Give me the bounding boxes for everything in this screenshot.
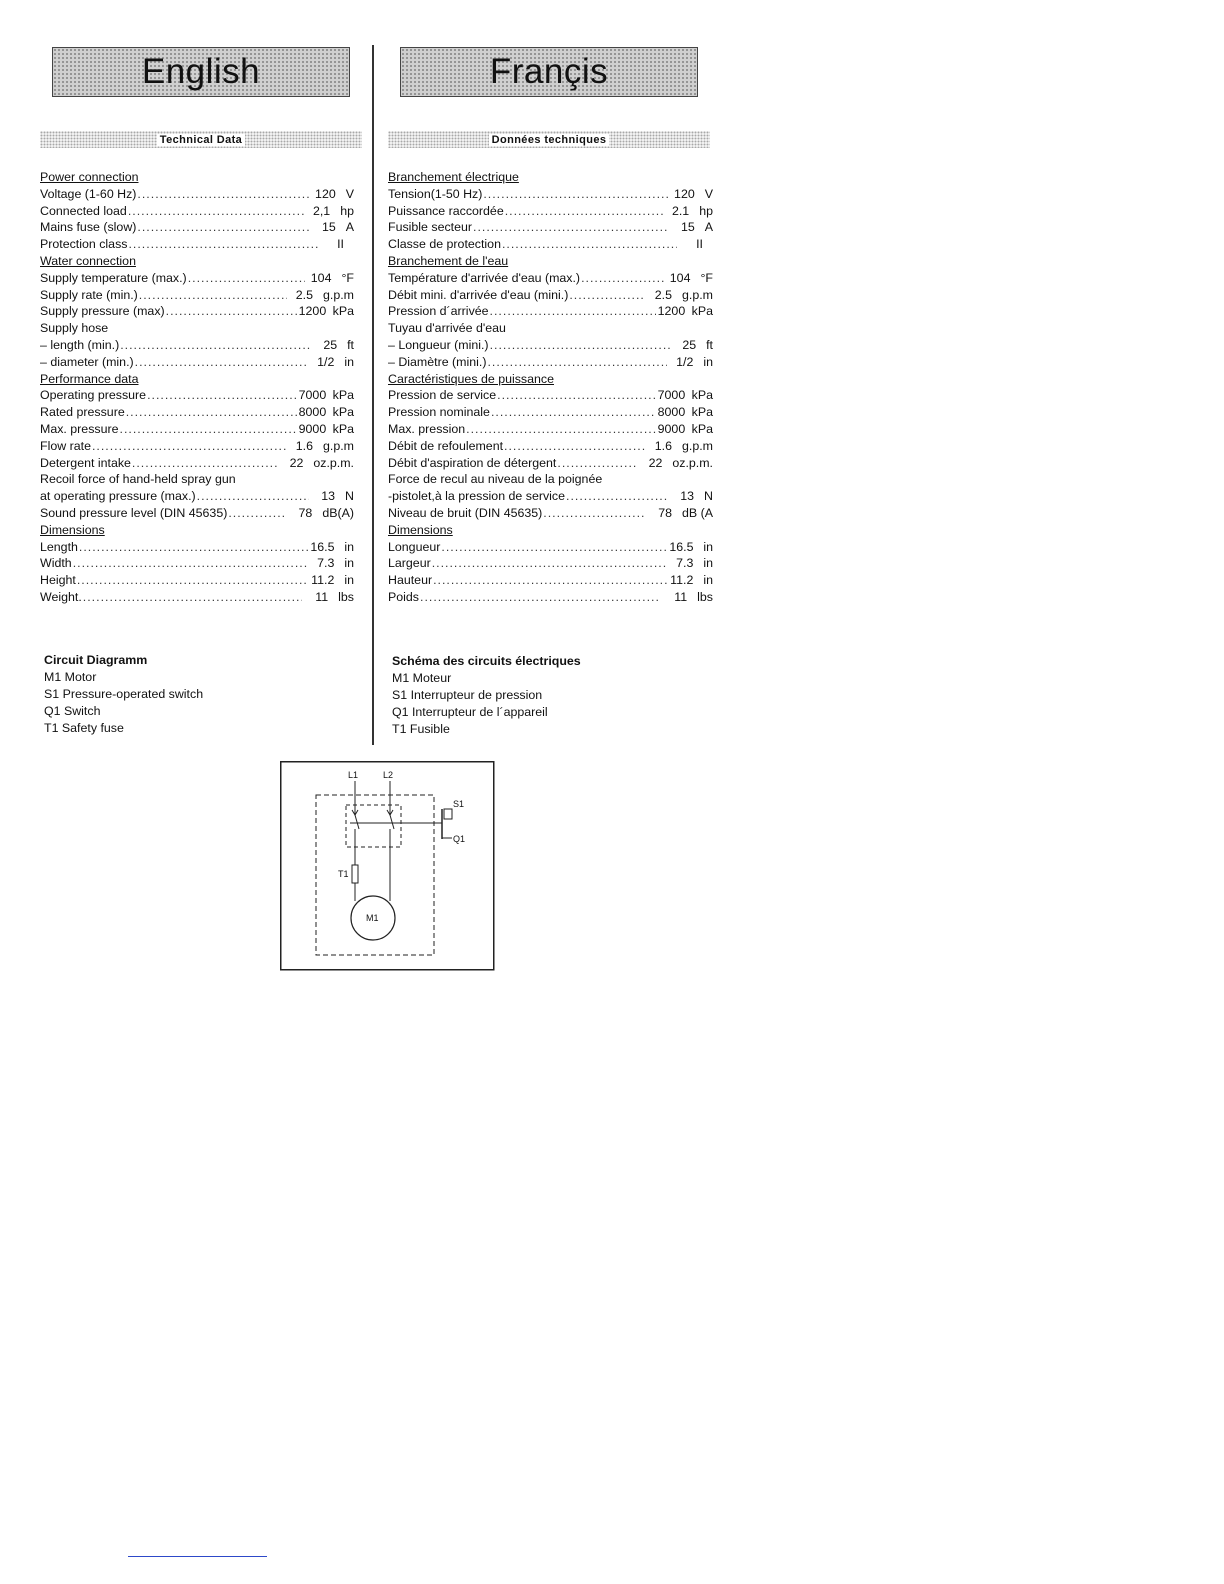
dot-leader [501, 236, 677, 253]
dot-leader [125, 404, 297, 421]
spec-label: Rated pressure [40, 405, 125, 420]
spec-unit: in [703, 354, 713, 369]
dot-leader [431, 555, 668, 572]
dot-leader [489, 337, 671, 354]
spec-value: 1/2 [676, 354, 694, 369]
caracteristiques-rows [388, 387, 713, 471]
dimensions-heading: Dimensions [40, 522, 105, 537]
enclosure-outline [316, 795, 434, 955]
spec-value: 13 [680, 489, 695, 504]
spec-value: 16.5 [310, 539, 335, 554]
spec-row [40, 337, 354, 354]
spec-unit: hp [340, 203, 354, 218]
dimensions-fr-rows [388, 539, 713, 606]
dot-leader [138, 287, 287, 304]
spec-label: Débit mini. d'arrivée d'eau (mini.) [388, 287, 569, 302]
dot-leader [196, 488, 309, 505]
technical-data-banner [40, 131, 362, 148]
dot-leader [482, 186, 668, 203]
dimensions-rows [40, 539, 354, 606]
spec-unit: °F [700, 270, 713, 285]
dot-leader [440, 539, 667, 556]
tuyau-label: Tuyau d'arrivée d'eau [388, 321, 506, 336]
footer-rule [128, 1556, 267, 1557]
spec-unit: in [344, 556, 354, 571]
spec-value: 2.1 [671, 203, 690, 218]
pressure-switch-symbol [444, 809, 452, 819]
spec-row [40, 236, 354, 253]
spec-label: at operating pressure (max.) [40, 489, 196, 504]
spec-unit: ft [706, 337, 713, 352]
performance-heading: Performance data [40, 371, 139, 386]
spec-value: 11.2 [311, 573, 335, 588]
spec-unit: g.p.m [323, 438, 354, 453]
power-connection-heading: Power connection [40, 170, 139, 184]
spec-value: 1.6 [295, 438, 313, 453]
french-title: Françis [489, 52, 609, 91]
english-spec-list [40, 169, 354, 606]
performance-tail-rows [40, 488, 354, 522]
spec-row [388, 421, 713, 438]
spec-unit: N [345, 489, 354, 504]
spec-row [388, 488, 713, 505]
donnees-techniques-title: Données techniques [489, 134, 610, 146]
spec-value: 22 [648, 455, 663, 470]
spec-row [40, 589, 354, 606]
dot-leader [504, 203, 663, 220]
spec-value: 13 [321, 489, 336, 504]
spec-label: Detergent intake [40, 455, 131, 470]
spec-row [388, 270, 713, 287]
spec-unit: hp [699, 203, 713, 218]
spec-row [40, 219, 354, 236]
legend-item: M1 Moteur [392, 670, 452, 685]
legend-item: S1 Interrupteur de pression [392, 687, 543, 702]
dot-leader [503, 438, 646, 455]
legend-item: T1 Safety fuse [44, 720, 124, 735]
dot-leader [119, 421, 297, 438]
dot-leader [131, 455, 277, 472]
spec-row [388, 354, 713, 371]
spec-label: Supply pressure (max) [40, 304, 165, 319]
legend-item: S1 Pressure-operated switch [44, 686, 204, 701]
dot-leader [489, 303, 656, 320]
spec-row [40, 270, 354, 287]
spec-label: Fusible secteur [388, 220, 473, 235]
spec-label: Protection class [40, 237, 128, 252]
spec-unit: g.p.m [323, 287, 354, 302]
spec-label: Width [40, 556, 72, 571]
spec-label: Hauteur [388, 573, 433, 588]
english-circuit-legend [44, 652, 203, 737]
spec-value: 78 [298, 505, 313, 520]
spec-unit: kPa [691, 421, 713, 436]
spec-label: Température d'arrivée d'eau (max.) [388, 270, 581, 285]
spec-value: 7.3 [317, 556, 335, 571]
dot-leader [146, 387, 297, 404]
spec-value: 11 [674, 589, 688, 604]
spec-row [40, 505, 354, 522]
dot-leader [496, 387, 656, 404]
spec-value: II [337, 237, 344, 252]
branchement-electrique-heading: Branchement électrique [388, 170, 519, 184]
diagram-frame [281, 762, 494, 970]
dot-leader [432, 572, 667, 589]
dot-leader [542, 505, 646, 522]
spec-label: – Longueur (mini.) [388, 337, 489, 352]
tuyau-rows [388, 337, 713, 371]
spec-label: Max. pressure [40, 421, 119, 436]
spec-row [40, 203, 354, 220]
spec-value: 120 [674, 186, 695, 201]
spec-value: 15 [680, 220, 695, 235]
force-recul-label: Force de recul au niveau de la poignée [388, 472, 603, 487]
spec-value: 16.5 [669, 539, 694, 554]
spec-row [388, 589, 713, 606]
spec-row [388, 186, 713, 203]
spec-row [388, 287, 713, 304]
water-connection-heading: Water connection [40, 253, 136, 268]
spec-row [40, 287, 354, 304]
spec-label: Longueur [388, 539, 441, 554]
spec-row [388, 337, 713, 354]
dot-leader [165, 303, 297, 320]
spec-unit: ft [347, 337, 354, 352]
english-title: English [141, 52, 261, 91]
spec-label: Débit d'aspiration de détergent [388, 455, 557, 470]
spec-label: Supply rate (min.) [40, 287, 138, 302]
spec-row [40, 404, 354, 421]
spec-value: 9000 [657, 421, 686, 436]
spec-label: Length [40, 539, 78, 554]
label-l1: L1 [348, 770, 359, 780]
spec-unit: A [345, 220, 354, 235]
spec-unit: in [344, 573, 354, 588]
spec-value: 7000 [657, 388, 686, 403]
spec-row [40, 186, 354, 203]
spec-unit: kPa [332, 304, 354, 319]
spec-unit: V [704, 186, 713, 201]
spec-value: 8000 [298, 405, 327, 420]
dimensions-fr-heading: Dimensions [388, 522, 453, 537]
spec-unit: kPa [332, 405, 354, 420]
spec-label: Flow rate [40, 438, 91, 453]
french-title-box [400, 47, 698, 97]
spec-label: Weight. [40, 589, 82, 604]
spec-unit: in [703, 556, 713, 571]
spec-unit: lbs [338, 589, 354, 604]
spec-label: – Diamètre (mini.) [388, 354, 487, 369]
spec-value: 78 [658, 505, 672, 520]
label-m1: M1 [366, 913, 379, 923]
spec-label: – diameter (min.) [40, 354, 134, 369]
label-l2: L2 [383, 770, 394, 780]
spec-unit: lbs [697, 589, 713, 604]
spec-unit: oz.p.m. [672, 455, 713, 470]
spec-row [388, 387, 713, 404]
dot-leader [136, 219, 309, 236]
spec-value: 2.5 [295, 287, 313, 302]
dot-leader [187, 270, 306, 287]
performance-rows [40, 387, 354, 471]
spec-unit: kPa [332, 421, 354, 436]
circuit-diagram [280, 761, 495, 971]
dot-leader [568, 287, 646, 304]
spec-label: Supply temperature (max.) [40, 270, 187, 285]
dot-leader [490, 404, 656, 421]
spec-label: Mains fuse (slow) [40, 220, 137, 235]
spec-label: Connected load [40, 203, 127, 218]
spec-row [388, 555, 713, 572]
spec-label: – length (min.) [40, 337, 120, 352]
power-connection-rows [40, 186, 354, 253]
dot-leader [565, 488, 668, 505]
spec-unit: g.p.m [682, 287, 713, 302]
spec-unit: N [704, 489, 713, 504]
switch-contact-1 [355, 815, 359, 829]
spec-row [40, 455, 354, 472]
spec-value: 15 [321, 220, 336, 235]
spec-value: 7000 [298, 388, 327, 403]
spec-row [388, 539, 713, 556]
dot-leader [556, 455, 636, 472]
spec-label: Tension(1-50 Hz) [388, 186, 483, 201]
dot-leader [419, 589, 661, 606]
spec-unit: in [344, 354, 354, 369]
french-spec-list [388, 169, 713, 606]
spec-row [388, 404, 713, 421]
branchement-electrique-rows [388, 186, 713, 253]
dot-leader [227, 505, 286, 522]
spec-unit: kPa [332, 388, 354, 403]
spec-value: 11.2 [670, 573, 694, 588]
dot-leader [465, 421, 656, 438]
spec-row [388, 219, 713, 236]
technical-data-title: Technical Data [157, 134, 245, 146]
switch-contact-2 [390, 815, 394, 829]
spec-label: Height [40, 573, 76, 588]
spec-row [40, 387, 354, 404]
spec-row [388, 455, 713, 472]
spec-label: Largeur [388, 556, 431, 571]
spec-value: II [696, 237, 703, 252]
dot-leader [76, 572, 309, 589]
recoil-force-label: Recoil force of hand-held spray gun [40, 472, 236, 487]
spec-value: 2,1 [312, 203, 331, 218]
dot-leader [472, 219, 669, 236]
label-s1: S1 [453, 799, 465, 809]
spec-label: Niveau de bruit (DIN 45635) [388, 505, 543, 520]
spec-unit: dB(A) [322, 505, 354, 520]
spec-unit: in [703, 539, 713, 554]
spec-value: 7.3 [676, 556, 694, 571]
spec-value: 1/2 [317, 354, 335, 369]
spec-value: 25 [682, 337, 697, 352]
spec-unit: °F [341, 270, 354, 285]
spec-value: 1200 [657, 304, 686, 319]
legend-item: Q1 Interrupteur de l´appareil [392, 704, 548, 719]
spec-row [388, 236, 713, 253]
spec-unit: oz.p.m. [313, 455, 354, 470]
spec-value: 104 [669, 270, 691, 285]
spec-value: 9000 [298, 421, 327, 436]
spec-value: 104 [310, 270, 332, 285]
schema-legend-title: Schéma des circuits électriques [392, 654, 581, 668]
dot-leader [127, 203, 304, 220]
dot-leader [134, 354, 309, 371]
spec-unit: V [345, 186, 354, 201]
fuse-symbol [352, 865, 358, 883]
dot-leader [78, 539, 308, 556]
spec-value: 120 [315, 186, 336, 201]
spec-label: Débit de refoulement [388, 438, 504, 453]
label-t1: T1 [338, 869, 349, 879]
spec-unit: g.p.m [682, 438, 713, 453]
spec-label: Pression nominale [388, 405, 490, 420]
spec-row [388, 303, 713, 320]
circuit-diagram-svg [280, 761, 495, 971]
water-connection-rows [40, 270, 354, 320]
label-q1: Q1 [453, 834, 466, 844]
spec-value: 22 [289, 455, 304, 470]
spec-unit: A [704, 220, 713, 235]
spec-unit: in [344, 539, 354, 554]
spec-unit: kPa [691, 304, 713, 319]
spec-row [40, 303, 354, 320]
donnees-techniques-banner [388, 131, 710, 148]
dot-leader [136, 186, 309, 203]
dot-leader [127, 236, 318, 253]
branchement-eau-heading: Branchement de l'eau [388, 253, 509, 268]
french-circuit-legend [392, 653, 581, 738]
legend-item: M1 Motor [44, 669, 97, 684]
dot-leader [119, 337, 311, 354]
spec-row [388, 203, 713, 220]
spec-label: Classe de protection [388, 237, 501, 252]
spec-row [388, 505, 713, 522]
caracteristiques-tail-rows [388, 488, 713, 522]
spec-label: Voltage (1-60 Hz) [40, 186, 137, 201]
spec-value: 25 [323, 337, 338, 352]
spec-unit: dB (A [682, 505, 713, 520]
spec-label: Pression d´arrivée [388, 304, 489, 319]
dot-leader [91, 438, 287, 455]
spec-label: Sound pressure level (DIN 45635) [40, 505, 228, 520]
branchement-eau-rows [388, 270, 713, 320]
spec-row [40, 438, 354, 455]
spec-label: -pistolet,à la pression de service [388, 489, 565, 504]
dot-leader [580, 270, 664, 287]
spec-row [40, 421, 354, 438]
spec-row [388, 572, 713, 589]
spec-unit: kPa [691, 405, 713, 420]
supply-hose-label: Supply hose [40, 321, 109, 336]
spec-row [40, 555, 354, 572]
spec-row [40, 488, 354, 505]
spec-value: 8000 [657, 405, 686, 420]
dot-leader [82, 589, 302, 606]
spec-label: Operating pressure [40, 388, 147, 403]
dot-leader [72, 555, 309, 572]
spec-value: 1.6 [654, 438, 672, 453]
supply-hose-rows [40, 337, 354, 371]
spec-label: Puissance raccordée [388, 203, 504, 218]
caracteristiques-heading: Caractéristiques de puissance [388, 371, 554, 386]
spec-unit: in [703, 573, 713, 588]
spec-label: Pression de service [388, 388, 497, 403]
dot-leader [486, 354, 667, 371]
spec-row [40, 539, 354, 556]
spec-value: 11 [315, 589, 329, 604]
spec-value: 1200 [298, 304, 327, 319]
spec-row [40, 354, 354, 371]
spec-value: 2.5 [654, 287, 672, 302]
spec-row [40, 572, 354, 589]
spec-row [388, 438, 713, 455]
circuit-legend-title: Circuit Diagramm [44, 653, 148, 667]
legend-item: Q1 Switch [44, 703, 101, 718]
spec-label: Max. pression [388, 421, 466, 436]
column-divider [372, 45, 374, 745]
english-title-box [52, 47, 350, 97]
spec-label: Poids [388, 589, 419, 604]
spec-unit: kPa [691, 388, 713, 403]
legend-item: T1 Fusible [392, 721, 450, 736]
